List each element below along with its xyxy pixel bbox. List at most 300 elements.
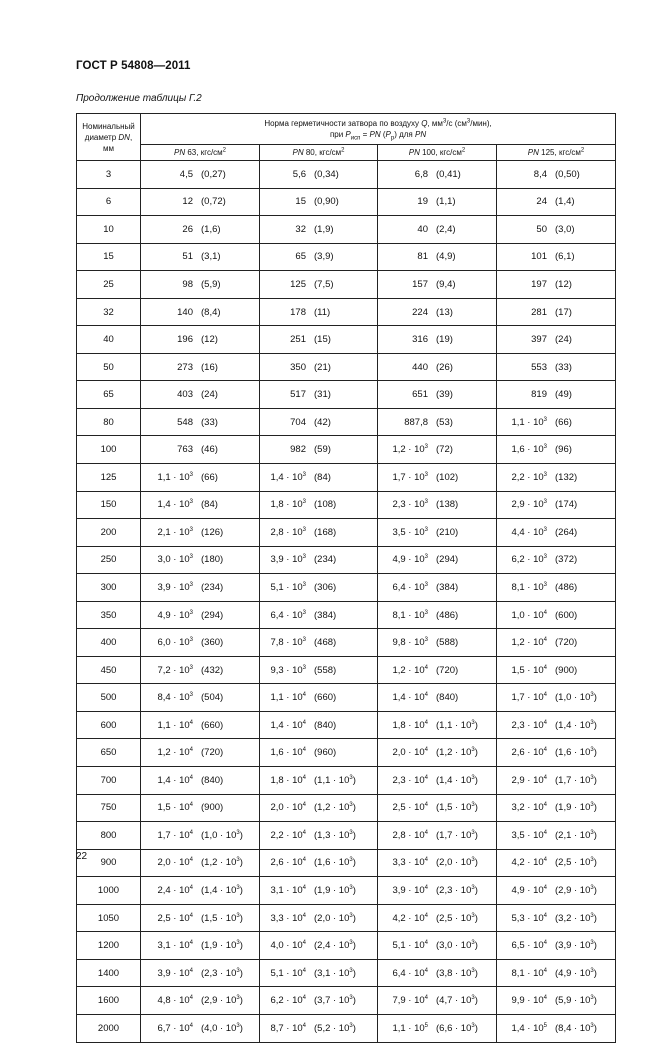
value-pair bbox=[260, 637, 377, 648]
value-pair bbox=[141, 913, 259, 924]
value-cm3-per-min: (372) bbox=[555, 554, 578, 566]
value-cm3-per-min: (720) bbox=[555, 637, 578, 649]
exponent: 3 bbox=[424, 636, 428, 643]
dn-header-symbol: DN bbox=[118, 132, 130, 142]
value-cm3-per-min: (1,9) bbox=[314, 223, 334, 235]
table-row bbox=[77, 188, 616, 216]
value-mm3-per-s: $1,1 \cdot 10^3$ bbox=[511, 416, 547, 428]
value-pair bbox=[378, 389, 496, 400]
exponent: 3 bbox=[424, 471, 428, 478]
table-row bbox=[77, 271, 616, 299]
exponent: 3 bbox=[236, 1022, 240, 1029]
value-pair bbox=[497, 692, 615, 703]
value-mm3-per-s: $5,1 \cdot 10^4$ bbox=[392, 939, 428, 952]
value-cm3-per-min: $(1,2 \cdot 10^3)$ bbox=[436, 747, 478, 759]
table-row bbox=[77, 353, 616, 381]
value-mm3-per-s: 157 bbox=[412, 278, 428, 290]
value-cm3-per-min: (1,6) bbox=[201, 223, 221, 235]
value-cm3-per-min: (720) bbox=[201, 747, 224, 759]
value-mm3-per-s: $2,6 \cdot 10^4$ bbox=[270, 857, 306, 869]
exponent: 3 bbox=[590, 719, 594, 726]
exponent: 3 bbox=[590, 939, 594, 946]
value-mm3-per-s: $8,4 \cdot 10^3$ bbox=[157, 692, 193, 704]
leak-rate-cell bbox=[141, 436, 260, 464]
exponent: 4 bbox=[543, 774, 547, 781]
exponent: 4 bbox=[302, 912, 306, 919]
leak-rate-cell bbox=[497, 1014, 616, 1042]
dn-cell: 25 bbox=[77, 271, 141, 299]
value-pair bbox=[141, 417, 259, 428]
value-pair bbox=[141, 472, 259, 483]
value-pair bbox=[141, 334, 259, 345]
value-cm3-per-min: (11) bbox=[314, 306, 331, 318]
dn-cell: 900 bbox=[77, 849, 141, 877]
value-pair bbox=[260, 444, 377, 455]
table-row bbox=[77, 464, 616, 492]
value-mm3-per-s: $8,1 \cdot 10^4$ bbox=[511, 967, 547, 979]
value-cm3-per-min: (24) bbox=[201, 389, 218, 401]
value-cm3-per-min: (1,1) bbox=[436, 196, 456, 208]
leak-rate-cell bbox=[141, 326, 260, 354]
value-cm3-per-min: (0,50) bbox=[555, 168, 580, 180]
value-mm3-per-s: $1,7 \cdot 10^4$ bbox=[511, 692, 547, 704]
leak-rate-cell bbox=[378, 904, 497, 932]
value-mm3-per-s: $8,7 \cdot 10^4$ bbox=[270, 1022, 306, 1034]
value-cm3-per-min: $(3,9 \cdot 10^3)$ bbox=[555, 939, 597, 952]
exponent: 4 bbox=[302, 692, 306, 698]
dn-cell: 40 bbox=[77, 326, 141, 354]
leak-rate-cell bbox=[260, 849, 378, 877]
pn-unit: , кгс/см bbox=[554, 148, 581, 157]
value-mm3-per-s: 982 bbox=[290, 444, 306, 456]
header-exponent: 3 bbox=[466, 118, 471, 125]
value-cm3-per-min: (960) bbox=[314, 747, 337, 759]
value-mm3-per-s: $1,2 \cdot 10^4$ bbox=[392, 664, 428, 676]
value-cm3-per-min: $(1,5 \cdot 10^3)$ bbox=[436, 802, 478, 814]
value-cm3-per-min: $(4,7 \cdot 10^3)$ bbox=[436, 995, 478, 1007]
value-pair bbox=[141, 307, 259, 318]
value-cm3-per-min: (840) bbox=[314, 719, 337, 731]
value-mm3-per-s: $1,4 \cdot 10^4$ bbox=[270, 719, 306, 731]
exponent: 4 bbox=[543, 939, 547, 946]
leak-rate-cell bbox=[260, 436, 378, 464]
table-row bbox=[77, 326, 616, 354]
leak-rate-cell bbox=[260, 546, 378, 574]
exponent: 3 bbox=[471, 995, 475, 1002]
value-cm3-per-min: $(2,4 \cdot 10^3)$ bbox=[314, 939, 356, 952]
value-mm3-per-s: 98 bbox=[182, 278, 193, 290]
table-row bbox=[77, 436, 616, 464]
value-mm3-per-s: $1,7 \cdot 10^4$ bbox=[157, 829, 193, 841]
value-pair bbox=[141, 775, 259, 786]
value-cm3-per-min: $(1,9 \cdot 10^3)$ bbox=[555, 802, 597, 814]
value-mm3-per-s: $1,1 \cdot 10^4$ bbox=[270, 692, 306, 704]
value-pair bbox=[141, 940, 259, 951]
value-pair bbox=[141, 279, 259, 290]
value-mm3-per-s: $1,2 \cdot 10^4$ bbox=[511, 636, 547, 649]
value-pair bbox=[141, 527, 259, 538]
exponent: 4 bbox=[189, 802, 193, 809]
table-row bbox=[77, 629, 616, 657]
value-cm3-per-min: (900) bbox=[201, 802, 224, 814]
value-pair bbox=[378, 610, 496, 621]
exponent: 4 bbox=[189, 857, 193, 864]
exponent: 4 bbox=[543, 802, 547, 809]
value-mm3-per-s: $2,3 \cdot 10^3$ bbox=[392, 499, 428, 511]
value-pair bbox=[378, 169, 496, 180]
value-mm3-per-s: $3,1 \cdot 10^4$ bbox=[270, 884, 306, 896]
pn-unit-exponent: 2 bbox=[580, 147, 585, 154]
value-cm3-per-min: $(1,1 \cdot 10^3)$ bbox=[314, 774, 356, 786]
value-pair bbox=[260, 940, 377, 951]
table-caption: Продолжение таблицы Г.2 bbox=[76, 93, 202, 104]
value-cm3-per-min: $(2,1 \cdot 10^3)$ bbox=[555, 829, 597, 841]
value-cm3-per-min: (840) bbox=[201, 774, 224, 786]
leak-rate-cell bbox=[378, 408, 497, 436]
value-mm3-per-s: $1,1 \cdot 10^5$ bbox=[392, 1022, 428, 1034]
exponent: 4 bbox=[543, 747, 547, 754]
leak-rate-cell bbox=[378, 959, 497, 987]
exponent: 3 bbox=[590, 912, 594, 919]
leak-rate-cell bbox=[378, 381, 497, 409]
value-mm3-per-s: $4,0 \cdot 10^4$ bbox=[270, 939, 306, 952]
exponent: 4 bbox=[543, 967, 547, 974]
header-subscript: исп bbox=[350, 135, 361, 142]
exponent: 3 bbox=[189, 499, 193, 506]
value-mm3-per-s: $3,2 \cdot 10^4$ bbox=[511, 802, 547, 814]
dn-header-line2: диаметр bbox=[84, 132, 117, 142]
value-mm3-per-s: 81 bbox=[417, 251, 428, 263]
value-cm3-per-min: $(1,7 \cdot 10^3)$ bbox=[555, 774, 597, 786]
value-mm3-per-s: $7,8 \cdot 10^3$ bbox=[270, 636, 306, 649]
exponent: 3 bbox=[236, 967, 240, 974]
exponent: 4 bbox=[302, 1022, 306, 1029]
header-pn-symbol: PN bbox=[369, 130, 381, 139]
value-pair bbox=[497, 775, 615, 786]
exponent: 4 bbox=[424, 912, 428, 919]
table-row bbox=[77, 519, 616, 547]
exponent: 4 bbox=[302, 747, 306, 754]
value-mm3-per-s: $7,2 \cdot 10^3$ bbox=[157, 664, 193, 676]
value-pair bbox=[141, 554, 259, 565]
value-pair bbox=[378, 720, 496, 731]
exponent: 4 bbox=[543, 609, 547, 616]
value-cm3-per-min: (468) bbox=[314, 637, 337, 649]
value-pair bbox=[378, 995, 496, 1006]
value-cm3-per-min: (102) bbox=[436, 471, 459, 483]
value-cm3-per-min: (66) bbox=[201, 471, 218, 483]
leak-rate-cell bbox=[141, 491, 260, 519]
value-pair bbox=[260, 720, 377, 731]
value-cm3-per-min: $(2,5 \cdot 10^3)$ bbox=[555, 857, 597, 869]
leak-rate-cell bbox=[497, 711, 616, 739]
value-pair bbox=[378, 968, 496, 979]
header-text: ) для bbox=[394, 130, 415, 139]
exponent: 3 bbox=[302, 609, 306, 616]
value-mm3-per-s: 196 bbox=[177, 334, 193, 346]
value-cm3-per-min: (294) bbox=[201, 609, 224, 621]
leak-rate-cell bbox=[260, 381, 378, 409]
value-cm3-per-min: (33) bbox=[555, 361, 572, 373]
page-number: 22 bbox=[76, 851, 88, 862]
value-mm3-per-s: $6,0 \cdot 10^3$ bbox=[157, 636, 193, 649]
value-pair bbox=[378, 775, 496, 786]
leak-rate-cell bbox=[260, 574, 378, 602]
header-text: /мин), bbox=[470, 119, 492, 128]
exponent: 3 bbox=[349, 884, 353, 891]
value-pair bbox=[378, 913, 496, 924]
value-pair bbox=[141, 224, 259, 235]
value-pair bbox=[260, 334, 377, 345]
exponent: 4 bbox=[302, 829, 306, 836]
exponent: 4 bbox=[424, 967, 428, 974]
leak-rate-cell bbox=[497, 767, 616, 795]
exponent: 4 bbox=[189, 967, 193, 974]
exponent: 4 bbox=[424, 692, 428, 698]
leak-rate-cell bbox=[497, 436, 616, 464]
leak-rate-cell bbox=[497, 243, 616, 271]
leak-rate-cell bbox=[378, 767, 497, 795]
value-pair bbox=[141, 802, 259, 813]
value-cm3-per-min: $(5,9 \cdot 10^3)$ bbox=[555, 995, 597, 1007]
value-pair bbox=[141, 857, 259, 868]
leak-rate-cell bbox=[378, 161, 497, 189]
value-cm3-per-min: (1,4) bbox=[555, 196, 575, 208]
value-mm3-per-s: 125 bbox=[290, 278, 306, 290]
leak-rate-cell bbox=[260, 188, 378, 216]
value-cm3-per-min: (3,1) bbox=[201, 251, 221, 263]
value-pair bbox=[260, 499, 377, 510]
value-mm3-per-s: $3,0 \cdot 10^3$ bbox=[157, 554, 193, 566]
value-mm3-per-s: $7,9 \cdot 10^4$ bbox=[392, 995, 428, 1007]
value-mm3-per-s: 50 bbox=[536, 223, 547, 235]
value-mm3-per-s: 224 bbox=[412, 306, 428, 318]
leak-rate-cell bbox=[378, 684, 497, 712]
pn-value: 100 bbox=[422, 148, 436, 157]
value-cm3-per-min: (96) bbox=[555, 444, 572, 456]
value-mm3-per-s: $1,4 \cdot 10^4$ bbox=[157, 774, 193, 786]
value-pair bbox=[260, 196, 377, 207]
leak-rate-cell bbox=[378, 491, 497, 519]
exponent: 3 bbox=[349, 939, 353, 946]
exponent: 3 bbox=[189, 581, 193, 588]
value-cm3-per-min: (900) bbox=[555, 664, 578, 676]
value-mm3-per-s: $1,4 \cdot 10^4$ bbox=[392, 692, 428, 704]
leak-rate-cell bbox=[378, 739, 497, 767]
value-cm3-per-min: (0,41) bbox=[436, 168, 461, 180]
dn-cell: 200 bbox=[77, 519, 141, 547]
leak-rate-cell bbox=[141, 161, 260, 189]
value-mm3-per-s: $3,9 \cdot 10^4$ bbox=[392, 884, 428, 896]
value-pair bbox=[260, 251, 377, 262]
value-pair bbox=[497, 720, 615, 731]
leak-rate-cell bbox=[260, 959, 378, 987]
exponent: 3 bbox=[471, 829, 475, 836]
value-cm3-per-min: (132) bbox=[555, 471, 578, 483]
pn-symbol: PN bbox=[292, 148, 304, 157]
value-cm3-per-min: (42) bbox=[314, 416, 331, 428]
leak-rate-cell bbox=[497, 408, 616, 436]
leak-rate-cell bbox=[260, 767, 378, 795]
exponent: 3 bbox=[590, 884, 594, 891]
dn-cell: 15 bbox=[77, 243, 141, 271]
value-pair bbox=[141, 995, 259, 1006]
leak-rate-cell bbox=[141, 794, 260, 822]
pn-unit: , кгс/см bbox=[435, 148, 462, 157]
value-pair bbox=[141, 169, 259, 180]
value-mm3-per-s: 65 bbox=[295, 251, 306, 263]
leak-rate-cell bbox=[497, 188, 616, 216]
exponent: 4 bbox=[424, 664, 428, 671]
table-row bbox=[77, 904, 616, 932]
table-row bbox=[77, 822, 616, 850]
dn-cell: 400 bbox=[77, 629, 141, 657]
value-pair bbox=[141, 692, 259, 703]
value-mm3-per-s: $3,5 \cdot 10^3$ bbox=[392, 526, 428, 538]
value-pair bbox=[141, 362, 259, 373]
value-mm3-per-s: $1,0 \cdot 10^4$ bbox=[511, 609, 547, 621]
value-mm3-per-s: $6,4 \cdot 10^3$ bbox=[270, 609, 306, 621]
exponent: 4 bbox=[189, 995, 193, 1002]
exponent: 4 bbox=[543, 692, 547, 698]
value-cm3-per-min: (15) bbox=[314, 334, 331, 346]
value-mm3-per-s: $2,3 \cdot 10^4$ bbox=[511, 719, 547, 731]
value-cm3-per-min: (0,72) bbox=[201, 196, 226, 208]
exponent: 4 bbox=[189, 939, 193, 946]
value-pair bbox=[378, 527, 496, 538]
exponent: 3 bbox=[349, 829, 353, 836]
value-mm3-per-s: 26 bbox=[182, 223, 193, 235]
pn-header-row bbox=[77, 145, 616, 161]
leak-rate-cell bbox=[260, 408, 378, 436]
value-cm3-per-min: (8,4) bbox=[201, 306, 221, 318]
pn-column-header bbox=[260, 145, 378, 161]
exponent: 3 bbox=[424, 526, 428, 533]
value-mm3-per-s: $3,3 \cdot 10^4$ bbox=[392, 857, 428, 869]
header-text: /с (см bbox=[446, 119, 467, 128]
value-mm3-per-s: $1,8 \cdot 10^4$ bbox=[270, 774, 306, 786]
exponent: 3 bbox=[590, 692, 594, 698]
value-pair bbox=[497, 637, 615, 648]
leak-rate-cell bbox=[141, 767, 260, 795]
exponent: 3 bbox=[590, 829, 594, 836]
leak-rate-cell bbox=[497, 601, 616, 629]
header-text: Норма герметичности затвора по воздуху bbox=[264, 119, 422, 128]
table-row bbox=[77, 546, 616, 574]
exponent: 3 bbox=[424, 444, 428, 451]
value-pair bbox=[141, 196, 259, 207]
value-cm3-per-min: (46) bbox=[201, 444, 218, 456]
value-mm3-per-s: 12 bbox=[182, 196, 193, 208]
table-row bbox=[77, 408, 616, 436]
leak-rate-cell bbox=[141, 243, 260, 271]
value-cm3-per-min: $(1,9 \cdot 10^3)$ bbox=[201, 939, 243, 952]
value-pair bbox=[260, 224, 377, 235]
value-cm3-per-min: (16) bbox=[201, 361, 218, 373]
exponent: 4 bbox=[424, 802, 428, 809]
value-mm3-per-s: 397 bbox=[531, 334, 547, 346]
value-cm3-per-min: $(1,1 \cdot 10^3)$ bbox=[436, 719, 478, 731]
pn-value: 63 bbox=[187, 148, 197, 157]
leak-rate-cell bbox=[141, 904, 260, 932]
table-row bbox=[77, 243, 616, 271]
exponent: 3 bbox=[590, 747, 594, 754]
exponent: 3 bbox=[349, 774, 353, 781]
exponent: 3 bbox=[236, 939, 240, 946]
value-cm3-per-min: (234) bbox=[201, 581, 224, 593]
value-cm3-per-min: (234) bbox=[314, 554, 337, 566]
value-cm3-per-min: $(1,0 \cdot 10^3)$ bbox=[201, 829, 243, 841]
value-mm3-per-s: $5,3 \cdot 10^4$ bbox=[511, 912, 547, 924]
value-cm3-per-min: (19) bbox=[436, 334, 453, 346]
exponent: 4 bbox=[302, 802, 306, 809]
exponent: 3 bbox=[471, 774, 475, 781]
leak-rate-cell bbox=[141, 298, 260, 326]
value-mm3-per-s: $3,1 \cdot 10^4$ bbox=[157, 939, 193, 952]
value-mm3-per-s: $9,8 \cdot 10^3$ bbox=[392, 636, 428, 649]
value-mm3-per-s: $4,2 \cdot 10^4$ bbox=[392, 912, 428, 924]
value-pair bbox=[497, 610, 615, 621]
leak-rate-cell bbox=[378, 794, 497, 822]
leak-rate-cell bbox=[260, 353, 378, 381]
leak-rate-cell bbox=[260, 822, 378, 850]
leak-rate-cell bbox=[497, 491, 616, 519]
value-mm3-per-s: $1,2 \cdot 10^3$ bbox=[392, 444, 428, 456]
value-cm3-per-min: (3,0) bbox=[555, 223, 575, 235]
leak-rate-cell bbox=[141, 959, 260, 987]
header-exponent: 3 bbox=[442, 118, 447, 125]
exponent: 4 bbox=[543, 719, 547, 726]
header-p-symbol: P bbox=[345, 130, 351, 139]
leak-rate-cell bbox=[260, 161, 378, 189]
pn-unit-exponent: 2 bbox=[222, 147, 227, 154]
leak-rate-cell bbox=[141, 656, 260, 684]
leak-rate-cell bbox=[260, 794, 378, 822]
value-cm3-per-min: (17) bbox=[555, 306, 572, 318]
value-pair bbox=[260, 913, 377, 924]
value-mm3-per-s: 101 bbox=[531, 251, 547, 263]
dn-header-unit: мм bbox=[103, 143, 114, 153]
leak-rate-cell bbox=[141, 271, 260, 299]
value-cm3-per-min: (588) bbox=[436, 637, 459, 649]
leak-rate-cell bbox=[378, 216, 497, 244]
value-mm3-per-s: 140 bbox=[177, 306, 193, 318]
value-pair bbox=[497, 527, 615, 538]
value-mm3-per-s: $1,4 \cdot 10^3$ bbox=[270, 471, 306, 483]
dn-cell: 1400 bbox=[77, 959, 141, 987]
dn-cell: 750 bbox=[77, 794, 141, 822]
exponent: 5 bbox=[424, 1022, 428, 1029]
exponent: 3 bbox=[189, 609, 193, 616]
value-cm3-per-min: (840) bbox=[436, 692, 459, 704]
value-mm3-per-s: $1,6 \cdot 10^3$ bbox=[511, 444, 547, 456]
value-pair bbox=[378, 857, 496, 868]
exponent: 4 bbox=[543, 664, 547, 671]
value-cm3-per-min: (84) bbox=[314, 471, 331, 483]
value-cm3-per-min: (39) bbox=[436, 389, 453, 401]
value-pair bbox=[497, 995, 615, 1006]
leak-rate-cell bbox=[497, 656, 616, 684]
table-row bbox=[77, 794, 616, 822]
value-cm3-per-min: (504) bbox=[201, 692, 224, 704]
exponent: 3 bbox=[236, 995, 240, 1002]
value-mm3-per-s: $2,0 \cdot 10^4$ bbox=[157, 857, 193, 869]
leak-rate-cell bbox=[378, 822, 497, 850]
value-mm3-per-s: $5,1 \cdot 10^4$ bbox=[270, 967, 306, 979]
table-row bbox=[77, 656, 616, 684]
value-cm3-per-min: (294) bbox=[436, 554, 459, 566]
value-cm3-per-min: (384) bbox=[436, 581, 459, 593]
